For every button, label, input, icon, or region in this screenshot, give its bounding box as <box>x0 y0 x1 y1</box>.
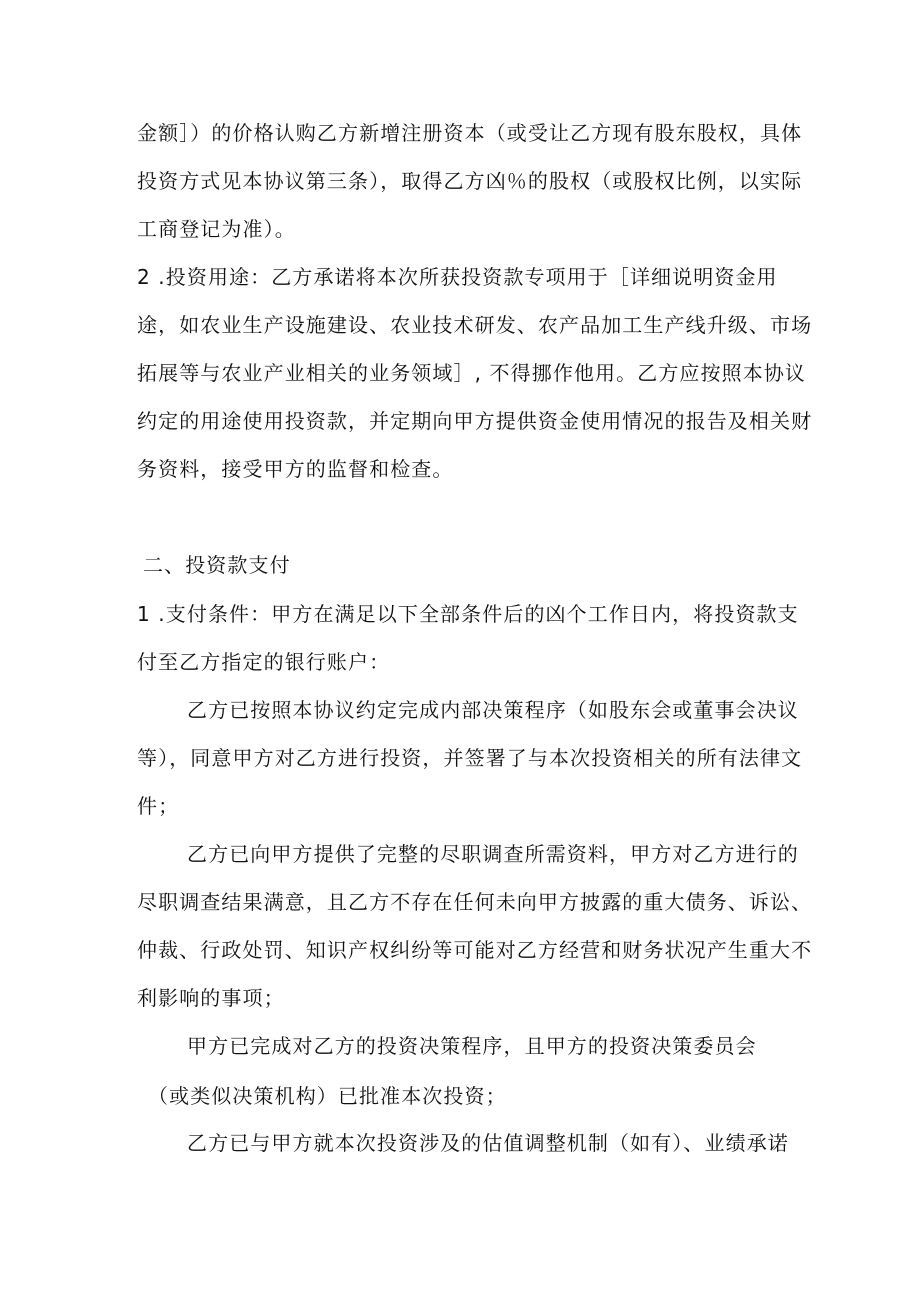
paragraph-line: 金额］）的价格认购乙方新增注册资本（或受让乙方现有股东股权，具体 <box>137 121 803 145</box>
paragraph-line: 途，如农业生产设施建设、农业技术研发、农产品加工生产线升级、市场 <box>137 313 813 337</box>
paragraph-line: （或类似决策机构）已批准本次投资； <box>148 1084 507 1108</box>
paragraph-line: 投资方式见本协议第三条），取得乙方凶％的股权（或股权比例，以实际 <box>137 169 803 193</box>
paragraph-line: 拓展等与农业产业相关的业务领域］, 不得挪作他用。乙方应按照本协议 <box>137 361 807 385</box>
paragraph-line: 约定的用途使用投资款，并定期向甲方提供资金使用情况的报告及相关财 <box>137 409 813 433</box>
paragraph-line: 付至乙方指定的银行账户： <box>137 650 391 674</box>
paragraph-line: 2 .投资用途：乙方承诺将本次所获投资款专项用于［详细说明资金用 <box>137 265 778 289</box>
paragraph-line: 甲方已完成对乙方的投资决策程序，且甲方的投资决策委员会 <box>187 1034 757 1058</box>
paragraph-line: 尽职调查结果满意，且乙方不存在任何未向甲方披露的重大债务、诉讼、 <box>137 890 813 914</box>
paragraph-line: 乙方已向甲方提供了完整的尽职调查所需资料，甲方对乙方进行的 <box>187 842 799 866</box>
section-heading: 二、投资款支付 <box>143 553 291 577</box>
paragraph-line: 利影响的事项； <box>137 986 285 1010</box>
paragraph-line: 仲裁、行政处罚、知识产权纠纷等可能对乙方经营和财务状况产生重大不 <box>137 938 813 962</box>
paragraph-line: 工商登记为准）。 <box>137 217 296 241</box>
paragraph-line: 件； <box>137 794 180 818</box>
paragraph-line: 务资料，接受甲方的监督和检查。 <box>137 457 454 481</box>
paragraph-line: 乙方已与甲方就本次投资涉及的估值调整机制（如有）、业绩承诺 <box>187 1131 789 1155</box>
paragraph-line: 等），同意甲方对乙方进行投资，并签署了与本次投资相关的所有法律文 <box>137 746 803 770</box>
paragraph-line: 乙方已按照本协议约定完成内部决策程序（如股东会或董事会决议 <box>187 698 799 722</box>
paragraph-line: 1 .支付条件：甲方在满足以下全部条件后的凶个工作日内，将投资款支 <box>137 602 799 626</box>
